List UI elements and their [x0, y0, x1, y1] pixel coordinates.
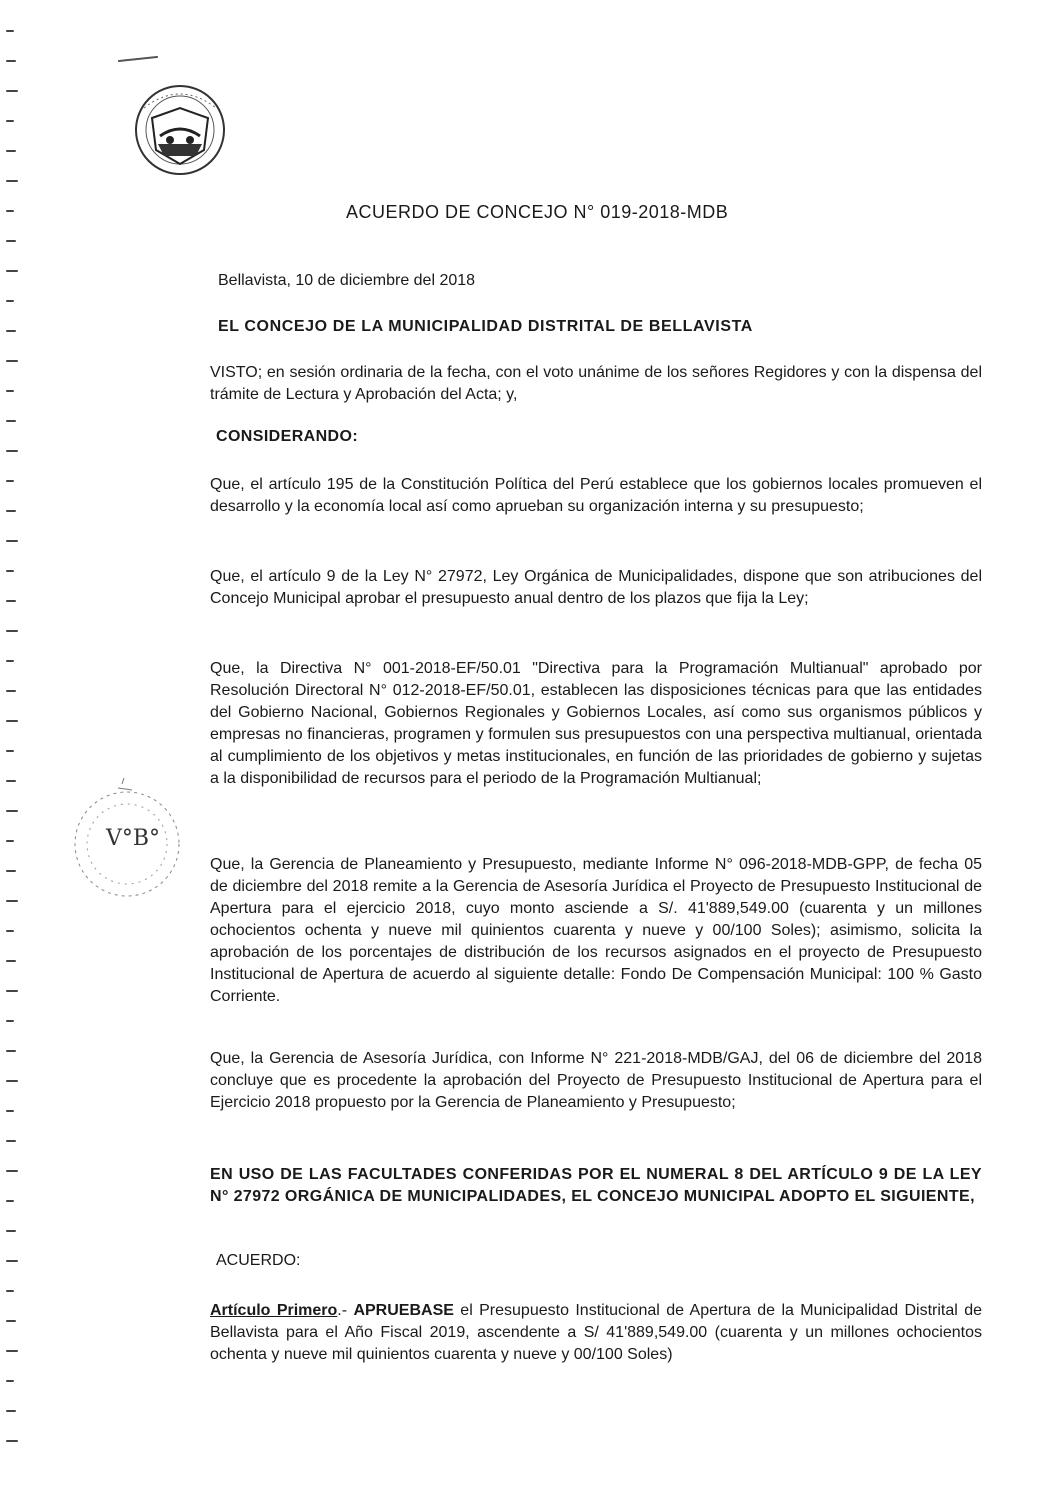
margin-mark [6, 600, 16, 602]
margin-mark [6, 870, 16, 872]
margin-mark [6, 390, 14, 392]
margin-mark [6, 570, 14, 572]
margin-mark [6, 840, 14, 842]
margin-mark [6, 1140, 16, 1142]
margin-mark [6, 990, 18, 992]
articulo-primero-paragraph [210, 1300, 982, 1366]
margin-mark [6, 450, 18, 452]
acuerdo-heading: ACUERDO: [216, 1252, 301, 1269]
margin-mark [6, 1050, 16, 1052]
margin-mark [6, 1170, 18, 1172]
margin-mark [6, 660, 14, 662]
articulo-primero-verb: APRUEBASE [353, 1302, 454, 1319]
margin-mark [6, 180, 18, 182]
margin-mark [6, 1350, 18, 1352]
margin-mark [6, 930, 14, 932]
document-title: ACUERDO DE CONCEJO N° 019-2018-MDB [346, 202, 729, 222]
margin-mark [6, 480, 14, 482]
articulo-primero-text: el Presupuesto Institucional de Apertura de la Municipalidad Distrital de Bellavista para el Año Fiscal 2019, ascendente a S/ 41'889,549.00 (cuarenta y un millones ochocientos ochenta y nueve mil quinientos cuarenta y nueve y 00/100 Soles) [210, 1302, 983, 1363]
articulo-primero-separator: .- [337, 1302, 354, 1319]
margin-mark [6, 780, 16, 782]
visto-paragraph: VISTO; en sesión ordinaria de la fecha, con el voto unánime de los señores Regidores y con la dispensa del trámite de Lectura y Aprobación del Acta; y, [210, 364, 982, 403]
margin-mark [6, 750, 14, 752]
margin-mark [6, 210, 14, 212]
margin-mark [6, 120, 14, 122]
margin-mark [6, 1080, 18, 1082]
considerando-heading: CONSIDERANDO: [216, 428, 359, 445]
margin-mark [6, 300, 14, 302]
margin-mark [6, 1110, 14, 1112]
margin-mark [6, 90, 18, 92]
margin-mark [6, 1290, 14, 1292]
margin-mark [6, 30, 14, 32]
document-date: Bellavista, 10 de diciembre del 2018 [218, 272, 476, 289]
margin-mark [6, 1260, 18, 1262]
margin-mark [6, 1380, 14, 1382]
considerando-paragraph-3: Que, la Directiva N° 001-2018-EF/50.01 "Directiva para la Programación Multianual" aprobado por Resolución Directoral N° 012-2018-EF/50.01, establecen las disposiciones técnicas para que las entidades del Gobierno Nacional, Gobiernos Regionales y Gobiernos Locales, así como sus organismos públicos y empresas no financieras, programen y formulen sus presupuestos con una perspectiva multianual, orientada al cumplimiento de los objetivos y metas institucionales, en función de las prioridades de gobierno y sujetas a la disponibilidad de recursos para el periodo de la Programación Multianual; [210, 660, 982, 787]
margin-mark [6, 810, 18, 812]
margin-mark [6, 1440, 18, 1442]
margin-mark [6, 1320, 16, 1322]
considerando-paragraph-1: Que, el artículo 195 de la Constitución Política del Perú establece que los gobiernos locales promueven el desarrollo y la economía local así como aprueban su organización interna y su presupuesto; [210, 476, 982, 515]
margin-mark [6, 690, 16, 692]
vb-stamp-text: V°B° [106, 826, 161, 851]
considerando-paragraph-2: Que, el artículo 9 de la Ley N° 27972, Ley Orgánica de Municipalidades, dispone que son atribuciones del Concejo Municipal aprobar el presupuesto anual dentro de los plazos que fija la Ley; [210, 568, 982, 607]
margin-mark [6, 330, 16, 332]
considerando-paragraph-4: Que, la Gerencia de Planeamiento y Presupuesto, mediante Informe N° 096-2018-MDB-GPP, de fecha 05 de diciembre del 2018 remite a la Gerencia de Asesoría Jurídica el Proyecto de Presupuesto Institucional de Apertura para el ejercicio 2018, cuyo monto asciende a S/. 41'889,549.00 (cuarenta y un millones ochocientos ochenta y nueve mil quinientos cuarenta y nueve y 00/100 Soles); asimismo, solicita la aprobación de los porcentajes de distribución de los recursos asignados en el proyecto de Presupuesto Institucional de Apertura de acuerdo al siguiente detalle: Fondo De Compensación Municipal: 100 % Gasto Corriente. [210, 856, 982, 1005]
margin-mark [6, 150, 16, 152]
council-heading: EL CONCEJO DE LA MUNICIPALIDAD DISTRITAL DE BELLAVISTA [218, 318, 753, 335]
margin-mark [6, 1410, 16, 1412]
margin-mark [6, 1230, 16, 1232]
municipal-seal-icon [130, 78, 230, 188]
margin-mark [6, 540, 18, 542]
facultades-paragraph: EN USO DE LAS FACULTADES CONFERIDAS POR EL NUMERAL 8 DEL ARTÍCULO 9 DE LA LEY N° 27972 ORGÁNICA DE MUNICIPALIDADES, EL CONCEJO MUNICIPAL ADOPTO EL SIGUIENTE, [210, 1166, 982, 1205]
margin-mark [6, 60, 16, 62]
margin-mark [6, 420, 16, 422]
margin-mark [6, 270, 18, 272]
margin-mark [6, 360, 18, 362]
margin-binding-marks [4, 30, 24, 1480]
margin-mark [6, 240, 16, 242]
margin-mark [6, 510, 16, 512]
margin-mark [6, 960, 16, 962]
margin-mark [6, 1200, 14, 1202]
margin-mark [6, 1020, 14, 1022]
margin-mark [6, 630, 18, 632]
considerando-paragraph-5: Que, la Gerencia de Asesoría Jurídica, con Informe N° 221-2018-MDB/GAJ, del 06 de diciembre del 2018 concluye que es procedente la aprobación del Proyecto de Presupuesto Institucional de Apertura para el Ejercicio 2018 propuesto por la Gerencia de Planeamiento y Presupuesto; [210, 1050, 982, 1111]
articulo-primero-label: Artículo Primero [210, 1302, 338, 1319]
seal-signature-stroke [118, 56, 158, 62]
margin-mark [6, 720, 18, 722]
margin-mark [6, 900, 18, 902]
